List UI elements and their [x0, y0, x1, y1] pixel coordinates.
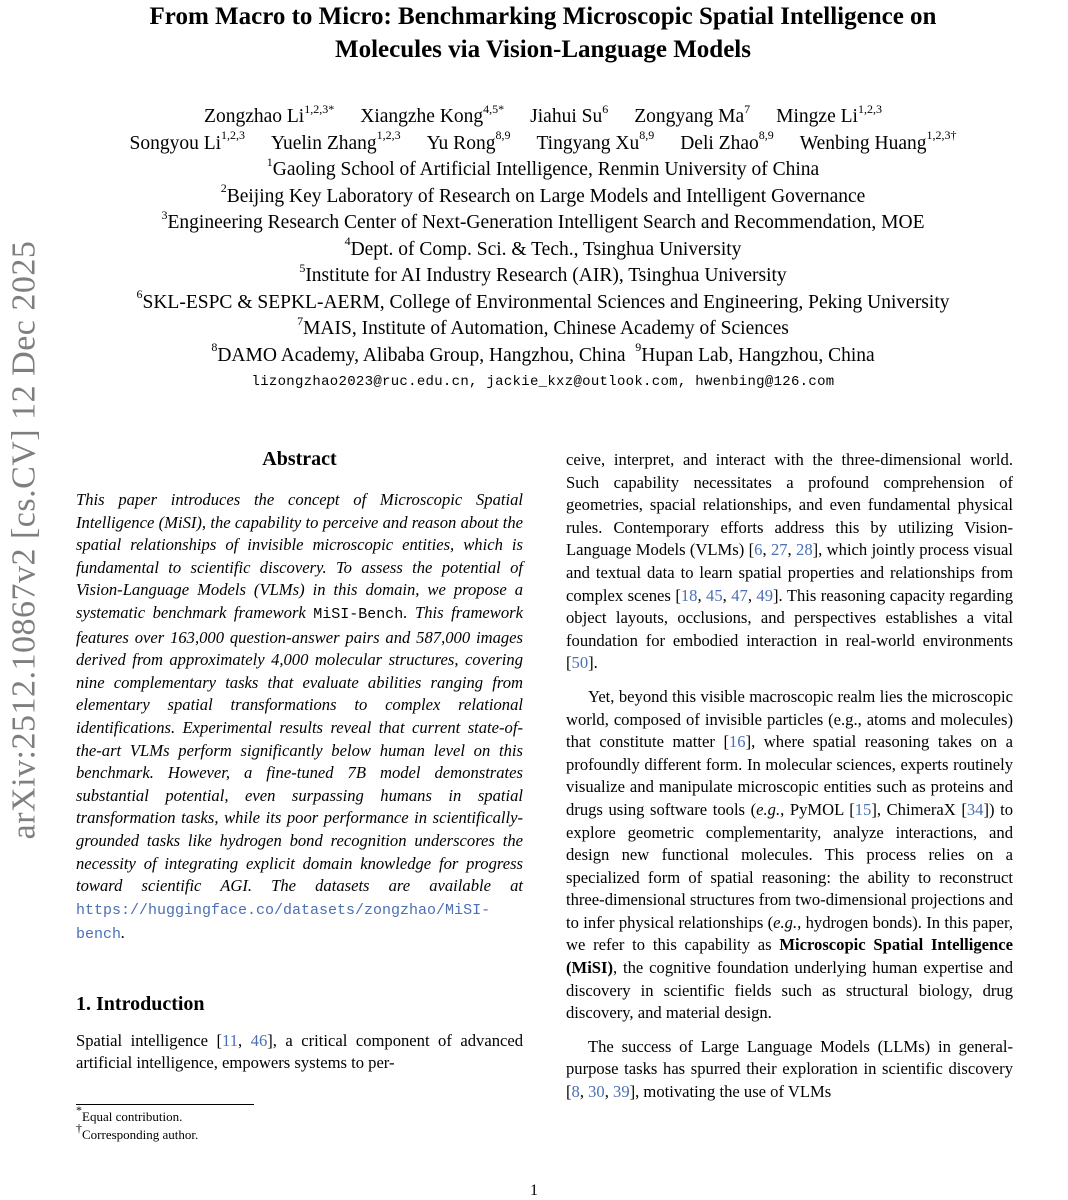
author-name: Yu Rong$^{8,9}$ — [426, 128, 511, 154]
title-line-2: Molecules via Vision-Language Models — [335, 36, 751, 63]
affiliation: $^1$Gaoling School of Artificial Intelligence, Renmin University of China — [266, 154, 820, 180]
citation-link[interactable]: 30 — [588, 1082, 605, 1102]
left-column — [76, 447, 523, 1075]
page-number: 1 — [530, 1182, 538, 1199]
affiliation-8-9: $^8$DAMO Academy, Alibaba Group, Hangzhou, China $^9$Hupan Lab, Hangzhou, China — [211, 340, 875, 366]
affiliation: $^5$Institute for AI Industry Research (AIR), Tsinghua University — [299, 260, 787, 286]
author-emails: lizongzhao2023@ruc.edu.cn, jackie_kxz@outlook.com, hwenbing@126.com — [251, 374, 835, 390]
footnote-equal-contribution: *Equal contribution. — [76, 1102, 183, 1124]
affiliation: $^4$Dept. of Comp. Sci. & Tech., Tsinghua University — [344, 234, 742, 260]
citation-link[interactable]: 6 — [754, 540, 763, 560]
citation-link[interactable]: 18 — [680, 585, 698, 605]
citation-link[interactable]: 27 — [770, 540, 788, 560]
footnotes — [76, 1104, 376, 1144]
author-row-1 — [60, 101, 1026, 131]
citation-link[interactable]: 28 — [796, 540, 813, 560]
author-name: Zongyang Ma$^7$ — [634, 101, 751, 127]
citation-link[interactable]: 8 — [571, 1082, 580, 1102]
misi-term: Microscopic Spatial Intelligence (MiSI) — [566, 935, 1013, 978]
title-line-1: From Macro to Micro: Benchmarking Microscopic Spatial Intelligence on — [149, 3, 937, 30]
paper-title — [60, 0, 1026, 66]
author-name: Tingyang Xu$^{8,9}$ — [536, 128, 655, 154]
author-row-2 — [60, 128, 1026, 158]
citation-link[interactable]: 11 — [222, 1030, 238, 1050]
affiliation: $^3$Engineering Research Center of Next-Generation Intelligent Search and Recommendation, MOE — [161, 207, 925, 233]
citation-link[interactable]: 50 — [571, 653, 589, 673]
affiliation: $^6$SKL-ESPC & SEPKL-AERM, College of Environmental Sciences and Engineering, Peking University — [136, 287, 950, 313]
intro-paragraph: Spatial intelligence [11, 46], a critical component of advanced artificial intelligence, empowers systems to per- — [76, 1030, 524, 1073]
footnote-corresponding-author: †Corresponding author. — [76, 1120, 199, 1142]
author-name: Deli Zhao$^{8,9}$ — [680, 128, 774, 154]
affiliation-list — [60, 154, 1026, 343]
arxiv-stamp: arXiv:2512.10867v2 [cs.CV] 12 Dec 2025 — [5, 240, 43, 840]
benchmark-name: MiSI-Bench — [313, 605, 404, 623]
right-paragraph-1: ceive, interpret, and interact with the three-dimensional world. Such capability necessitates a profound comprehension of geometries, spacial relationships, and even fundamental physical rules. Contemporary efforts address this by utilizing Vision-Language Models (VLMs) [6, 27, 28], which jointly process visual and textual data to learn spatial properties and relationships from complex scenes [18, 45, 47, 49]. This reasoning capacity regarding object layouts, occlusions, and perspectives establishes a vital foundation for embodied interaction in real-world environments [50]. — [566, 450, 1014, 673]
author-name: Songyou Li$^{1,2,3}$ — [129, 128, 246, 154]
dataset-link[interactable]: https://huggingface.co/datasets/zongzhao/MiSI-bench — [76, 901, 491, 944]
author-name: Yuelin Zhang$^{1,2,3}$ — [271, 128, 401, 154]
citation-link[interactable]: 49 — [756, 585, 774, 605]
affiliation: $^7$MAIS, Institute of Automation, Chinese Academy of Sciences — [297, 313, 789, 339]
citation-link[interactable]: 46 — [250, 1030, 268, 1050]
citation-link[interactable]: 47 — [731, 585, 748, 605]
author-name: Wenbing Huang$^{1,2,3\dagger}$ — [799, 128, 957, 154]
citation-link[interactable]: 39 — [613, 1082, 630, 1102]
citation-link[interactable]: 15 — [854, 799, 872, 819]
citation-link[interactable]: 16 — [728, 732, 746, 752]
right-column — [566, 449, 1013, 1104]
abstract-text: This paper introduces the concept of Microscopic Spatial Intelligence (MiSI), the capability to perceive and reason about the spatial relationships of invisible microscopic entities, which is fundamental to scientific discovery. To assess the potential of Vision-Language Models (VLMs) in this domain, we propose a systematic benchmark framework MiSI-Bench. This framework features over 163,000 question-answer pairs and 587,000 images derived from approximately 4,000 molecular structures, covering nine complementary tasks that evaluate abilities ranging from elementary spatial transformations to complex relational identifications. Experimental results reveal that current state-of-the-art VLMs perform significantly below human level on this benchmark. However, a fine-tuned 7B model demonstrates substantial potential, even surpassing humans in spatial transformation tasks, while its poor performance in scientifically-grounded tasks like hydrogen bond recognition underscores the necessity of integrating explicit domain knowledge for progress toward scientific AGI. The datasets are available at https://huggingface.co/datasets/zongzhao/MiSI-bench. — [76, 490, 523, 944]
right-paragraph-3: The success of Large Language Models (LLMs) in general-purpose tasks has spurred their exploration in scientific discovery [8, 30, 39], motivating the use of VLMs — [566, 1036, 1013, 1102]
author-name: Zongzhao $Li^{1,2,3*}$ — [204, 101, 335, 127]
author-name: Mingze Li$^{1,2,3}$ — [776, 101, 882, 127]
author-name: Jiahui Su$^6$ — [530, 101, 609, 127]
author-block — [60, 101, 1026, 396]
section-heading-introduction: 1. Introduction — [76, 992, 205, 1015]
author-name: Xiangzhe Kong$^{4,5*}$ — [360, 101, 505, 127]
right-paragraph-2: Yet, beyond this visible macroscopic realm lies the microscopic world, composed of invisible particles (e.g., atoms and molecules) that constitute matter [16], where spatial reasoning takes on a profoundly different form. In molecular sciences, experts routinely visualize and manipulate microscopic entities such as proteins and drugs using software tools (e.g., PyMOL [15], ChimeraX [34]) to explore geometric complementarity, analyze interactions, and design new functional molecules. This process relies on a specialized form of spatial reasoning: the ability to reconstruct three-dimensional structures from two-dimensional projections and to infer physical relationships (e.g., hydrogen bonds). In this paper, we refer to this capability as Microscopic Spatial Intelligence (MiSI), the cognitive foundation underlying human expertise and discovery in scientific fields such as structural biology, drug discovery, and material design. — [566, 686, 1014, 1023]
citation-link[interactable]: 34 — [966, 799, 984, 819]
citation-link[interactable]: 45 — [706, 585, 723, 605]
footnote-rule — [76, 1104, 254, 1105]
abstract-heading: Abstract — [262, 448, 337, 470]
affiliation: $^2$Beijing Key Laboratory of Research on Large Models and Intelligent Governance — [220, 181, 866, 207]
